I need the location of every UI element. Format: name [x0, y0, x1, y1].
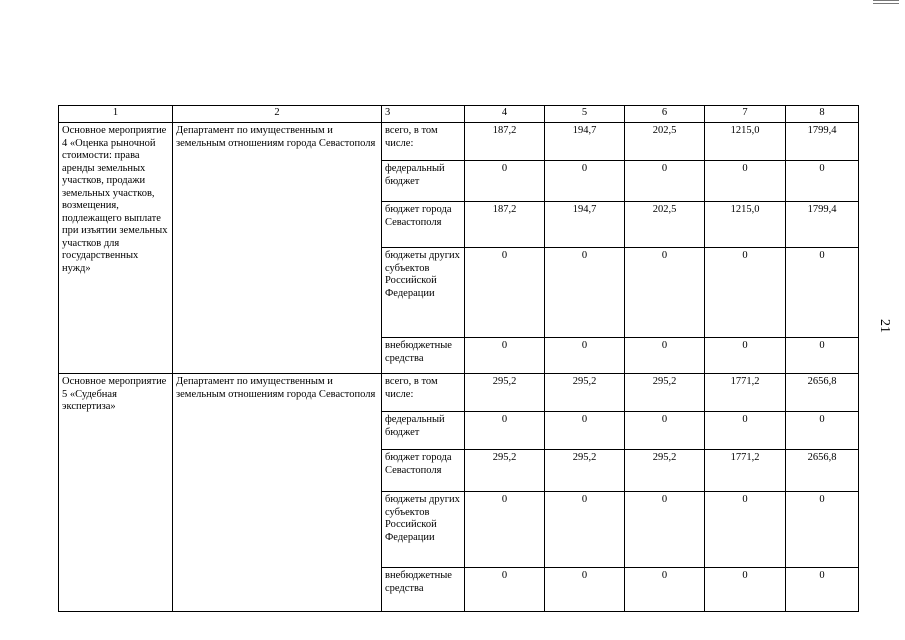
source-cell: бюджет города Севастополя: [382, 202, 465, 248]
value-cell: 0: [465, 248, 545, 338]
column-header: 7: [705, 106, 786, 123]
column-header: 2: [173, 106, 382, 123]
value-cell: 0: [545, 568, 625, 612]
column-header: 3: [382, 106, 465, 123]
value-cell: 1771,2: [705, 374, 786, 412]
header-row: [59, 106, 859, 123]
value-cell: 0: [705, 412, 786, 450]
value-cell: 0: [465, 568, 545, 612]
value-cell: 0: [465, 161, 545, 202]
value-cell: 0: [465, 412, 545, 450]
value-cell: 0: [786, 338, 859, 374]
executor-cell: Департамент по имущественным и земельным отношениям города Севастополя: [173, 374, 382, 612]
measure-cell: Основное мероприятие 5 «Судебная экспертиза»: [59, 374, 173, 612]
source-cell: всего, в том числе:: [382, 123, 465, 161]
value-cell: 0: [545, 412, 625, 450]
value-cell: 202,5: [625, 202, 705, 248]
column-header: 8: [786, 106, 859, 123]
value-cell: 0: [625, 338, 705, 374]
page-number: 21: [877, 319, 892, 333]
value-cell: 194,7: [545, 202, 625, 248]
source-cell: бюджеты других субъектов Российской Федерации: [382, 492, 465, 568]
value-cell: 0: [625, 492, 705, 568]
value-cell: 295,2: [545, 374, 625, 412]
value-cell: 187,2: [465, 202, 545, 248]
source-cell: федеральный бюджет: [382, 161, 465, 202]
column-header: 5: [545, 106, 625, 123]
value-cell: 1215,0: [705, 202, 786, 248]
value-cell: 2656,8: [786, 450, 859, 492]
value-cell: 0: [786, 568, 859, 612]
value-cell: 1215,0: [705, 123, 786, 161]
value-cell: 0: [705, 248, 786, 338]
value-cell: 187,2: [465, 123, 545, 161]
source-cell: федеральный бюджет: [382, 412, 465, 450]
measure-cell: Основное мероприятие 4 «Оценка рыночной стоимости: права аренды земельных участков, продажи земельных участков, возмещения, подлежащего выплате при изъятии земельных участков для государственных нужд»: [59, 123, 173, 374]
value-cell: 0: [625, 568, 705, 612]
value-cell: 295,2: [465, 374, 545, 412]
source-cell: внебюджетные средства: [382, 338, 465, 374]
value-cell: 1771,2: [705, 450, 786, 492]
value-cell: 0: [545, 338, 625, 374]
value-cell: 0: [545, 492, 625, 568]
value-cell: 0: [786, 412, 859, 450]
executor-cell: Департамент по имущественным и земельным отношениям города Севастополя: [173, 123, 382, 374]
value-cell: 0: [545, 161, 625, 202]
value-cell: 0: [786, 248, 859, 338]
value-cell: 0: [786, 161, 859, 202]
value-cell: 0: [625, 412, 705, 450]
value-cell: 0: [465, 492, 545, 568]
value-cell: 0: [705, 338, 786, 374]
value-cell: 202,5: [625, 123, 705, 161]
source-cell: бюджеты других субъектов Российской Федерации: [382, 248, 465, 338]
value-cell: 1799,4: [786, 123, 859, 161]
table-row: [59, 374, 859, 412]
funding-table: [58, 105, 859, 612]
corner-mark: [873, 0, 899, 4]
value-cell: 0: [705, 161, 786, 202]
value-cell: 0: [545, 248, 625, 338]
value-cell: 0: [465, 338, 545, 374]
value-cell: 0: [705, 492, 786, 568]
value-cell: 2656,8: [786, 374, 859, 412]
value-cell: 194,7: [545, 123, 625, 161]
value-cell: 0: [625, 248, 705, 338]
table-row: [59, 123, 859, 161]
value-cell: 295,2: [465, 450, 545, 492]
value-cell: 295,2: [625, 450, 705, 492]
value-cell: 0: [705, 568, 786, 612]
source-cell: бюджет города Севастополя: [382, 450, 465, 492]
value-cell: 0: [625, 161, 705, 202]
column-header: 1: [59, 106, 173, 123]
source-cell: всего, в том числе:: [382, 374, 465, 412]
value-cell: 1799,4: [786, 202, 859, 248]
source-cell: внебюджетные средства: [382, 568, 465, 612]
value-cell: 295,2: [625, 374, 705, 412]
value-cell: 295,2: [545, 450, 625, 492]
value-cell: 0: [786, 492, 859, 568]
column-header: 6: [625, 106, 705, 123]
column-header: 4: [465, 106, 545, 123]
